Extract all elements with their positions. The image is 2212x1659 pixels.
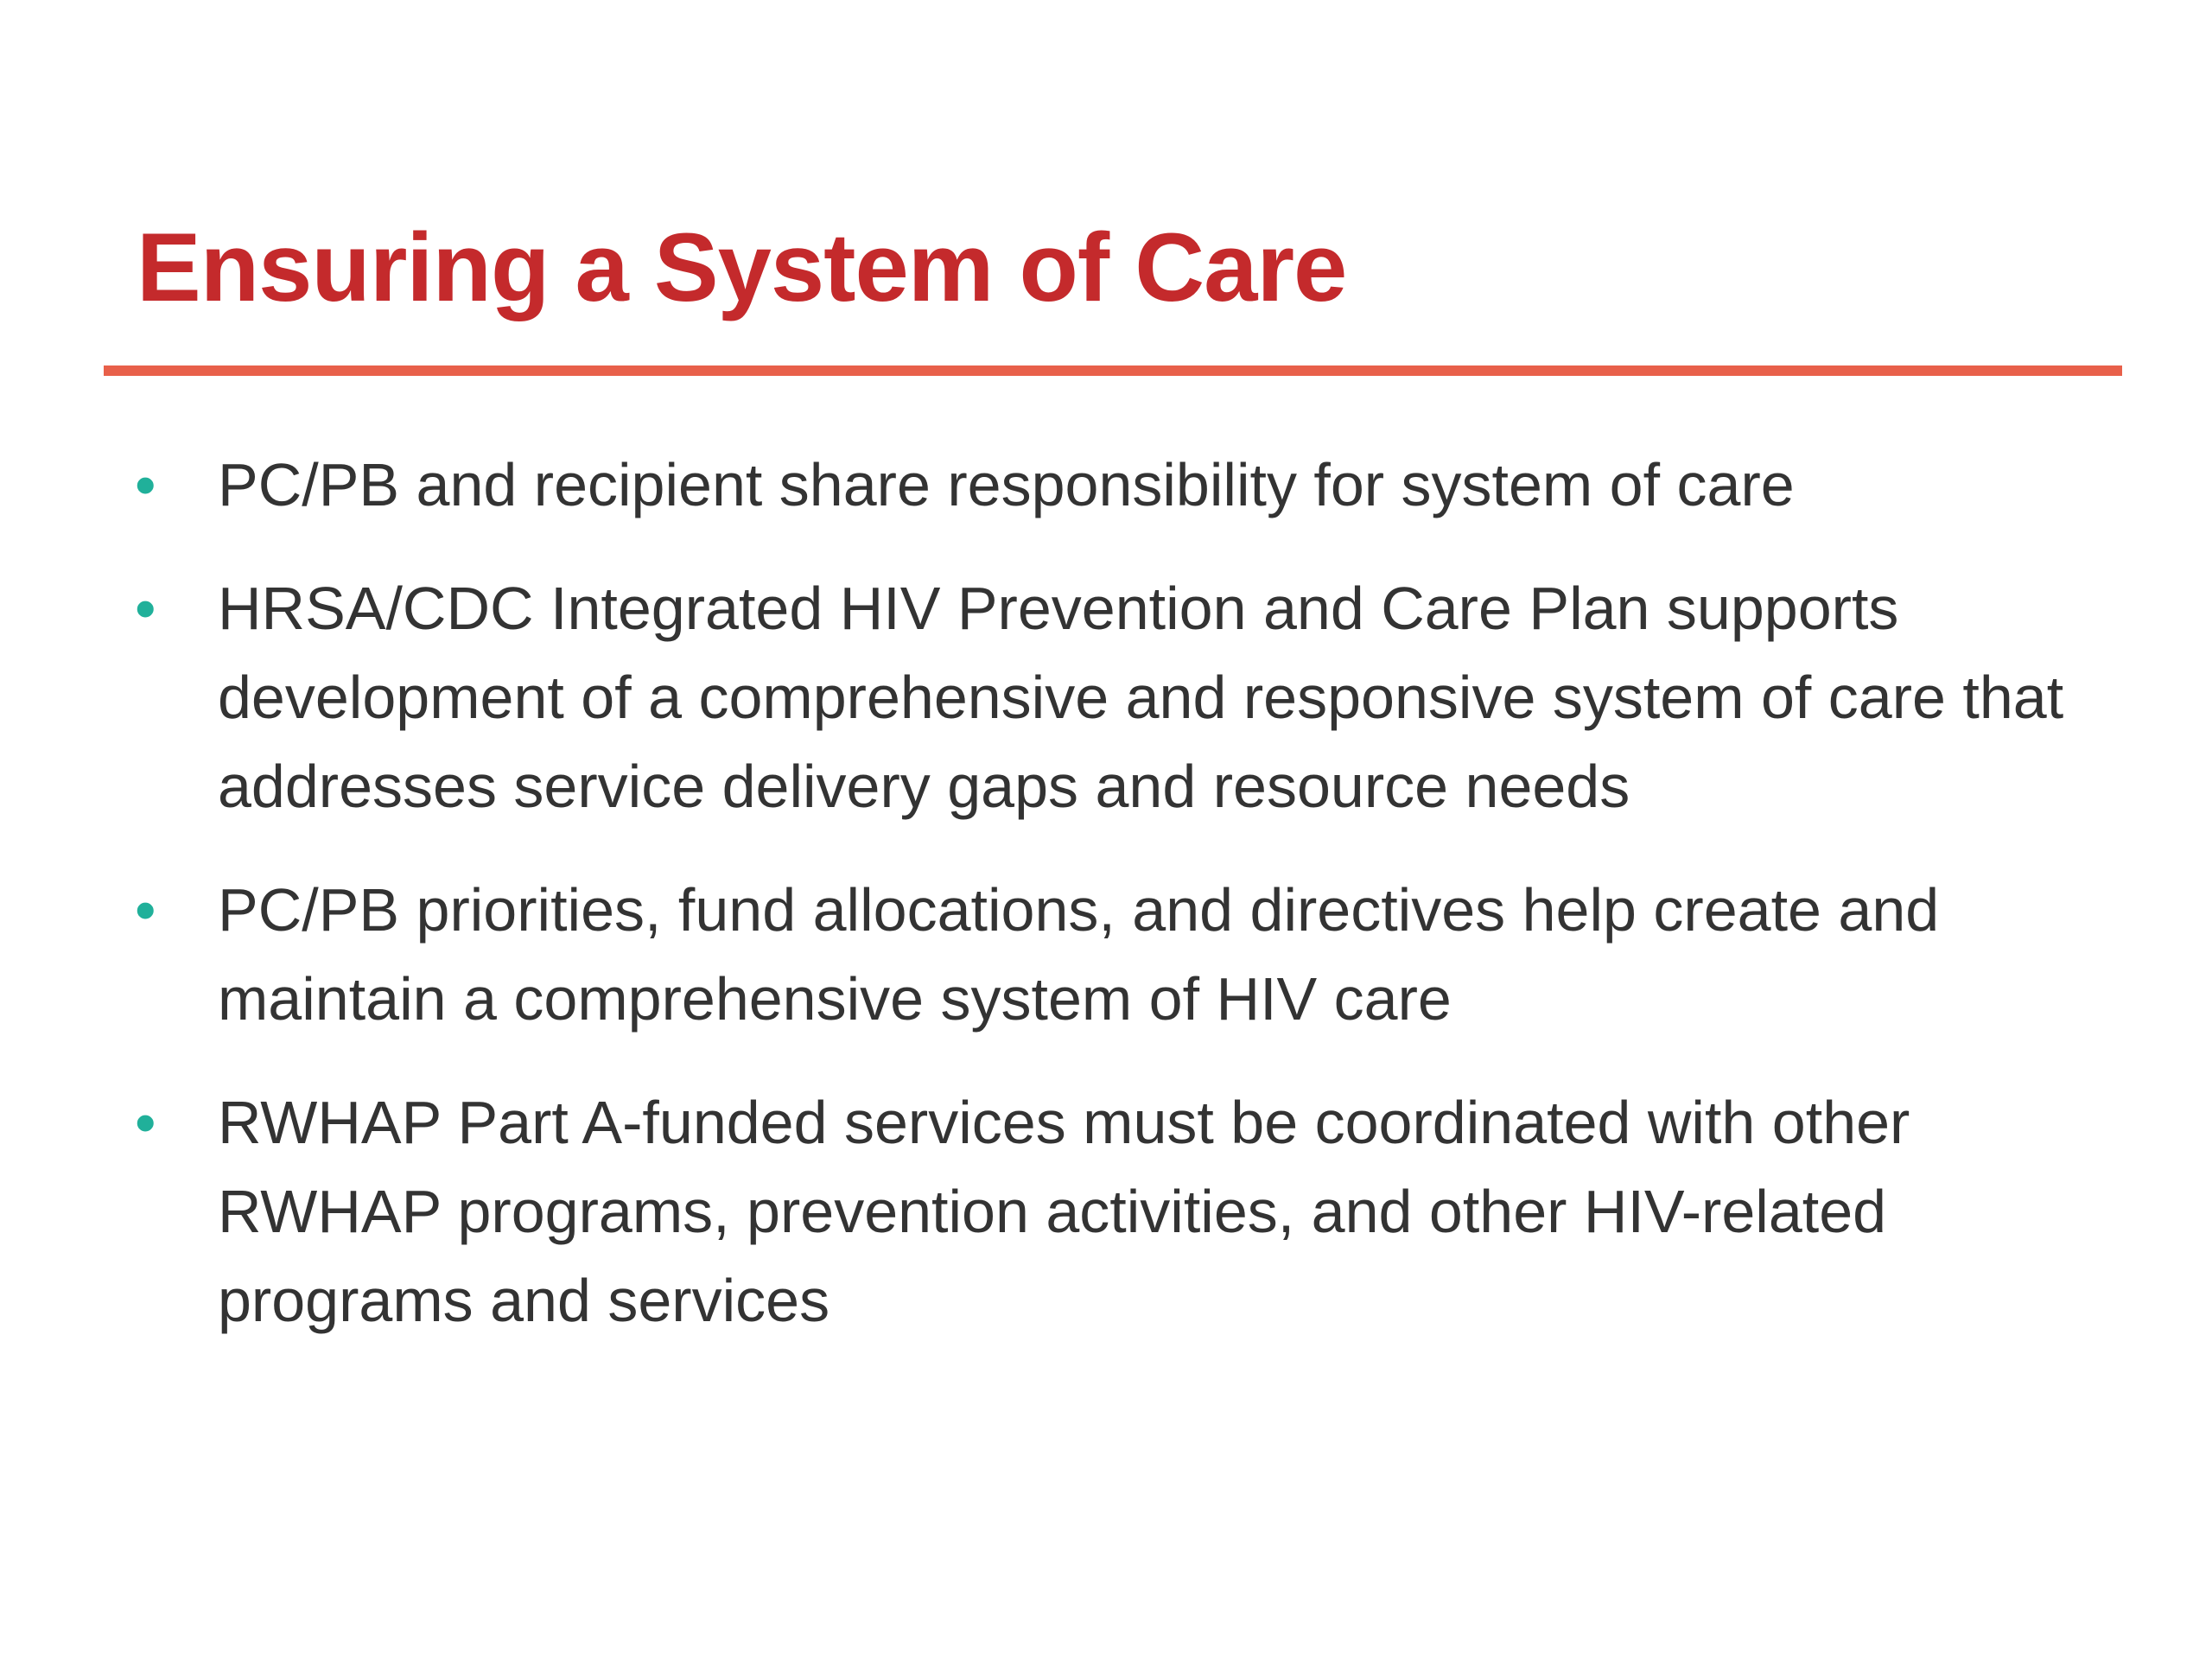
title-divider [104,365,2122,376]
bullet-item [130,564,2082,831]
bullet-list [130,441,2082,1380]
bullet-text: PC/PB and recipient share responsibility for system of care [218,451,1795,518]
bullet-text: HRSA/CDC Integrated HIV Prevention and Care Plan supports development of a comprehensive and responsive system of care that addresses service delivery gaps and resource needs [218,575,2064,820]
bullet-item [130,866,2082,1044]
bullet-dot-icon: • [135,451,156,518]
bullet-dot-icon: • [135,1089,156,1156]
bullet-text: RWHAP Part A-funded services must be coordinated with other RWHAP programs, prevention activities, and other HIV-related programs and services [218,1089,1910,1334]
bullet-text: PC/PB priorities, fund allocations, and directives help create and maintain a comprehensive system of HIV care [218,876,1940,1033]
bullet-dot-icon: • [135,575,156,642]
bullet-item [130,1078,2082,1345]
slide-title: Ensuring a System of Care [137,213,1347,321]
bullet-item [130,441,2082,530]
bullet-dot-icon: • [135,876,156,944]
